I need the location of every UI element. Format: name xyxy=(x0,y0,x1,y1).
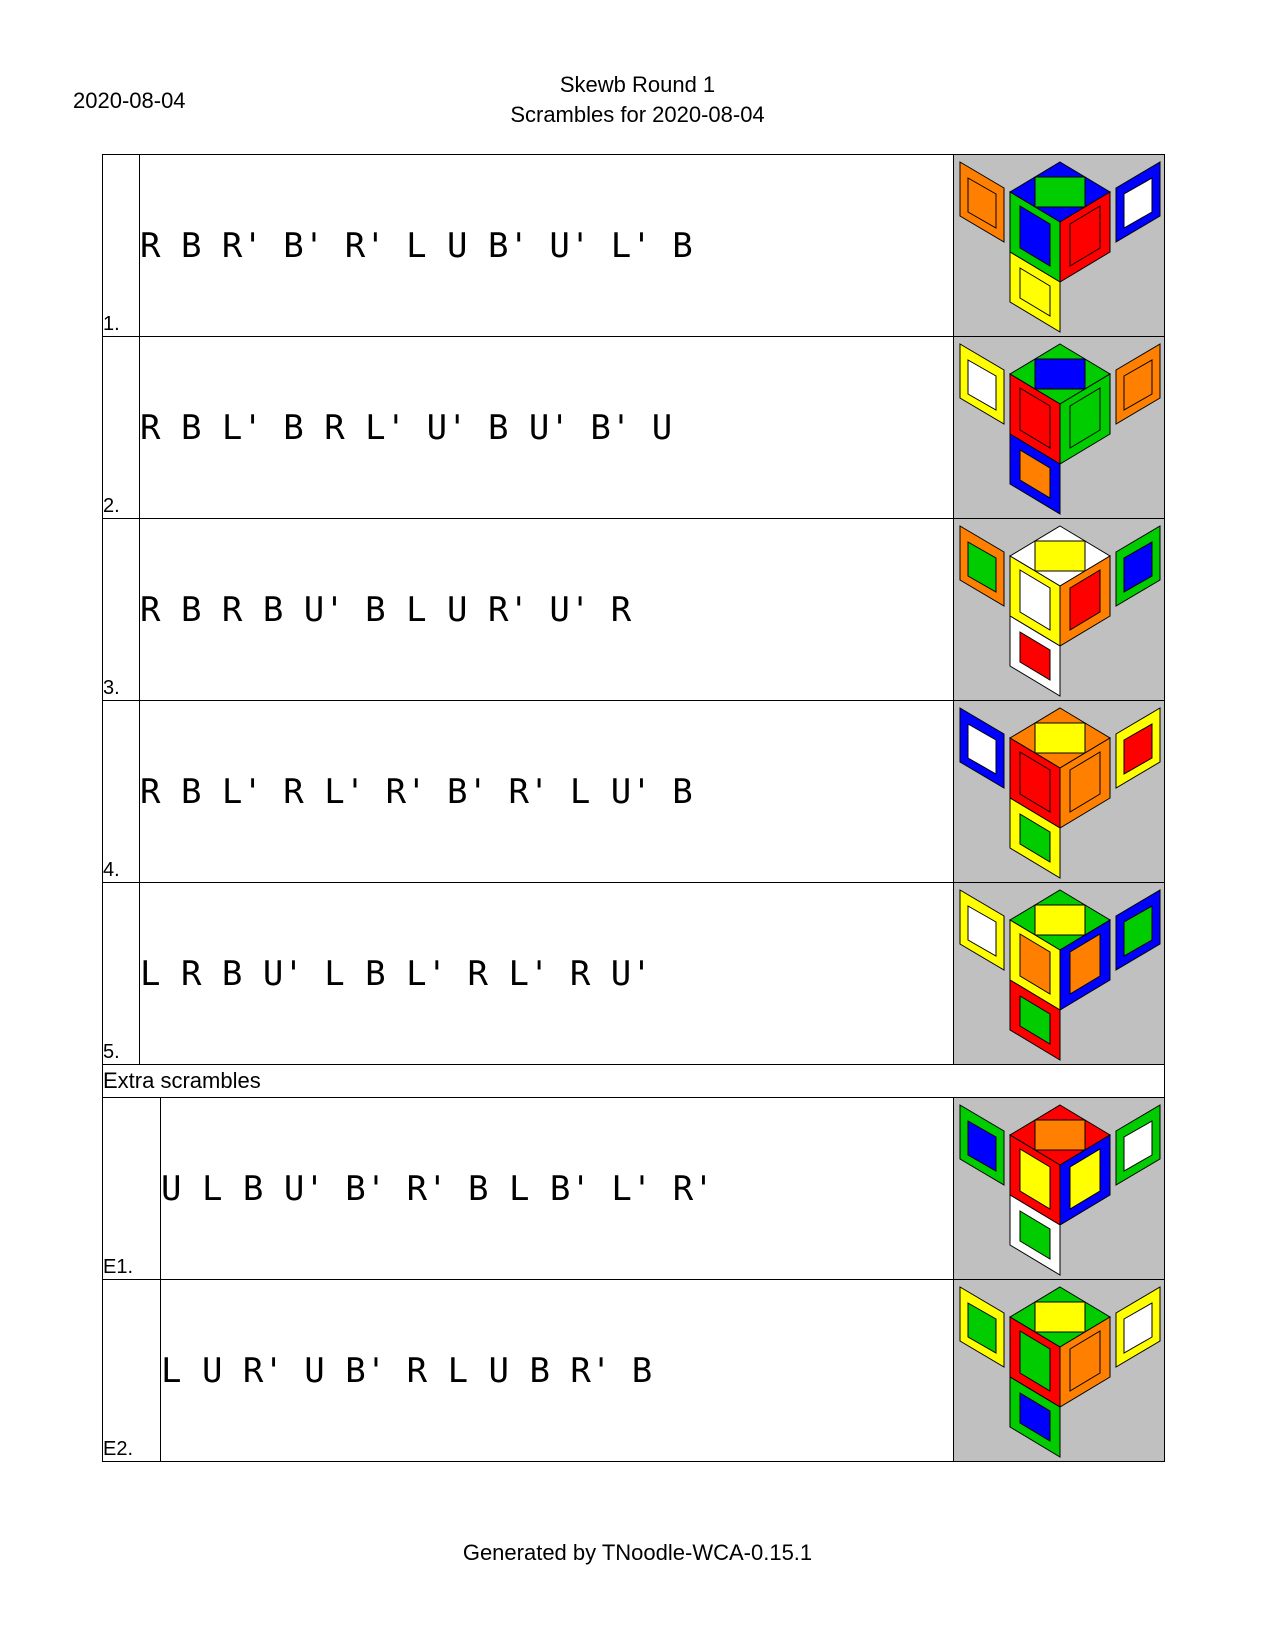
scramble-moves: U L B U' B' R' B L B' L' R' xyxy=(161,1098,954,1280)
scramble-number: E2. xyxy=(103,1280,161,1462)
skewb-net-icon xyxy=(954,1281,1165,1461)
skewb-diagram xyxy=(954,701,1165,883)
round-title: Skewb Round 1 xyxy=(559,72,716,97)
competition-date: 2020-08-04 xyxy=(73,88,186,113)
scramble-row xyxy=(103,155,1165,337)
scramble-moves: L R B U' L B L' R L' R U' xyxy=(140,883,954,1065)
skewb-net-icon xyxy=(954,702,1165,882)
scramble-moves: R B R' B' R' L U B' U' L' B xyxy=(140,155,954,337)
scramble-moves: R B L' R L' R' B' R' L U' B xyxy=(140,701,954,883)
scramble-number: 1. xyxy=(103,155,140,337)
skewb-diagram xyxy=(954,883,1165,1065)
scramble-row xyxy=(103,701,1165,883)
scramble-subtitle: Scrambles for 2020-08-04 xyxy=(510,102,765,127)
skewb-net-icon xyxy=(954,520,1165,700)
scramble-number: 2. xyxy=(103,337,140,519)
scramble-moves: L U R' U B' R L U B R' B xyxy=(161,1280,954,1462)
scramble-moves: R B L' B R L' U' B U' B' U xyxy=(140,337,954,519)
scramble-table xyxy=(102,154,1165,1462)
scramble-number: 5. xyxy=(103,883,140,1065)
skewb-net-icon xyxy=(954,156,1165,336)
generator-footer: Generated by TNoodle-WCA-0.15.1 xyxy=(462,1540,813,1565)
extra-heading-row xyxy=(103,1065,1165,1098)
scramble-row xyxy=(103,337,1165,519)
skewb-diagram xyxy=(954,337,1165,519)
scramble-row xyxy=(103,883,1165,1065)
extra-scramble-row xyxy=(103,1098,1165,1280)
skewb-net-icon xyxy=(954,1099,1165,1279)
skewb-diagram xyxy=(954,519,1165,701)
scramble-row xyxy=(103,519,1165,701)
page-title xyxy=(0,70,1275,130)
scramble-number: 4. xyxy=(103,701,140,883)
extra-scramble-row xyxy=(103,1280,1165,1462)
skewb-diagram xyxy=(954,1098,1165,1280)
skewb-diagram xyxy=(954,1280,1165,1462)
scramble-number: E1. xyxy=(103,1098,161,1280)
scramble-moves: R B R B U' B L U R' U' R xyxy=(140,519,954,701)
extra-scrambles-heading: Extra scrambles xyxy=(103,1065,1165,1098)
skewb-net-icon xyxy=(954,884,1165,1064)
scramble-number: 3. xyxy=(103,519,140,701)
skewb-net-icon xyxy=(954,338,1165,518)
skewb-diagram xyxy=(954,155,1165,337)
